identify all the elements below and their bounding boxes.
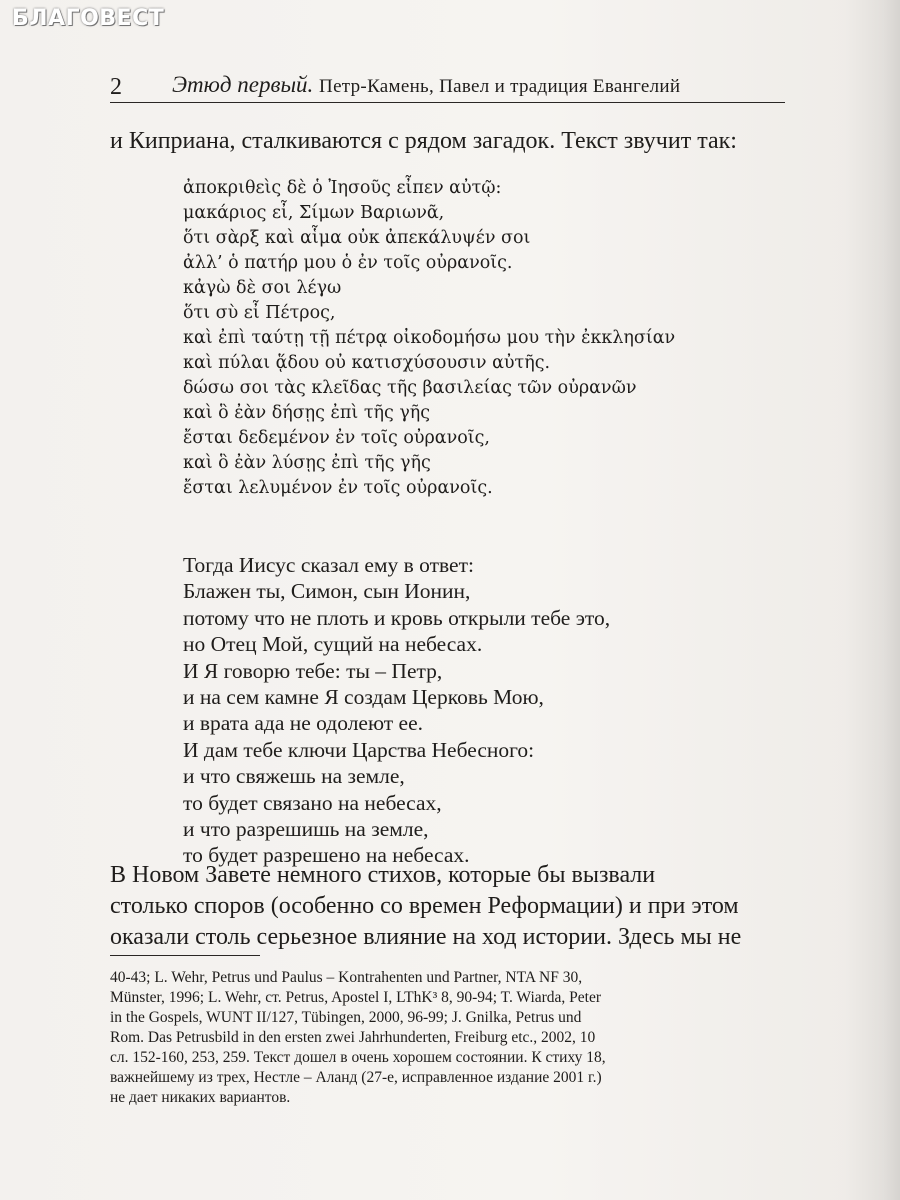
greek-line: ἔσται δεδεμένον ἐν τοῖς οὐρανοῖς, <box>183 428 490 448</box>
russian-line: Блажен ты, Симон, сын Ионин, <box>183 579 471 604</box>
greek-line: δώσω σοι τὰς κλεῖδας τῆς βασιλείας τῶν οὐρανῶν <box>183 378 637 398</box>
greek-line: καὶ ὃ ἐὰν λύσῃς ἐπὶ τῆς γῆς <box>183 453 431 473</box>
body-line: В Новом Завете немного стихов, которые бы вызвали <box>110 862 656 888</box>
running-title <box>172 70 680 102</box>
greek-line: ἔσται λελυμένον ἐν τοῖς οὐρανοῖς. <box>183 478 493 498</box>
footnote-line: не дает никаких вариантов. <box>110 1089 291 1106</box>
russian-line: Тогда Иисус сказал ему в ответ: <box>183 553 474 577</box>
footnote-line: Rom. Das Petrusbild in den ersten zwei Jahrhunderten, Freiburg etc., 2002, 10 <box>110 1029 596 1046</box>
running-title-italic: Этюд первый. <box>172 72 314 97</box>
russian-line: но Отец Мой, сущий на небесах. <box>183 632 483 657</box>
russian-line: и что разрешишь на земле, <box>183 817 429 842</box>
intro-paragraph: и Киприана, сталкиваются с рядом загадок. Текст звучит так: <box>110 128 737 154</box>
greek-verse-block <box>183 176 675 501</box>
footnote-line: важнейшему из трех, Нестле – Аланд (27-е, исправленное издание 2001 г.) <box>110 1069 602 1086</box>
footnote-line: Münster, 1996; L. Wehr, ст. Petrus, Apostel I, LThK³ 8, 90-94; T. Wiarda, Peter <box>110 989 602 1006</box>
page-number: 2 <box>110 74 122 100</box>
footnote-divider <box>110 955 260 956</box>
greek-line: καὶ ὃ ἐὰν δήσῃς ἐπὶ τῆς γῆς <box>183 403 431 423</box>
page-edge-shadow <box>844 0 900 1200</box>
footnote <box>110 968 790 1108</box>
watermark-logo: БЛАГОВЕСТ <box>12 6 165 31</box>
running-header <box>110 66 785 103</box>
greek-line: ἀποκριθεὶς δὲ ὁ Ἰησοῦς εἶπεν αὐτῷ: <box>183 178 502 198</box>
greek-line: καὶ ἐπὶ ταύτῃ τῇ πέτρᾳ οἰκοδομήσω μου τὴν ἐκκλησίαν <box>183 328 676 348</box>
footnote-line: in the Gospels, WUNT II/127, Tübingen, 2000, 96-99; J. Gnilka, Petrus und <box>110 1009 582 1026</box>
russian-line: то будет связано на небесах, <box>183 790 442 815</box>
greek-line: ὅτι σὺ εἶ Πέτρος, <box>183 303 336 323</box>
footnote-line: 40-43; L. Wehr, Petrus und Paulus – Kontrahenten und Partner, NTA NF 30, <box>110 969 583 986</box>
running-title-rest: Петр-Камень, Павел и традиция Евангелий <box>319 76 681 97</box>
russian-line: И Я говорю тебе: ты – Петр, <box>183 658 443 683</box>
greek-line: καὶ πύλαι ᾅδου οὐ κατισχύσουσιν αὐτῆς. <box>183 353 551 373</box>
greek-line: μακάριος εἶ, Σίμων Βαριωνᾶ, <box>183 203 445 223</box>
body-paragraph <box>110 860 788 953</box>
russian-line: потому что не плоть и кровь открыли тебе это, <box>183 605 611 630</box>
russian-line: и что свяжешь на земле, <box>183 764 405 789</box>
russian-line: И дам тебе ключи Царства Небесного: <box>183 737 535 762</box>
body-line: оказали столь серьезное влияние на ход истории. Здесь мы не <box>110 924 742 950</box>
russian-line: и на сем камне Я создам Церковь Мою, <box>183 685 544 710</box>
body-line: столько споров (особенно со времен Реформации) и при этом <box>110 893 739 919</box>
footnote-line: сл. 152-160, 253, 259. Текст дошел в очень хорошем состоянии. К стиху 18, <box>110 1049 606 1066</box>
russian-verse-block <box>183 552 610 869</box>
russian-line: то будет разрешено на небесах. <box>183 843 470 868</box>
greek-line: κἀγὼ δὲ σοι λέγω <box>183 278 342 298</box>
russian-line: и врата ада не одолеют ее. <box>183 711 423 736</box>
greek-line: ὅτι σὰρξ καὶ αἷμα οὐκ ἀπεκάλυψέν σοι <box>183 228 531 248</box>
greek-line: ἀλλ’ ὁ πατήρ μου ὁ ἐν τοῖς οὐρανοῖς. <box>183 253 513 273</box>
